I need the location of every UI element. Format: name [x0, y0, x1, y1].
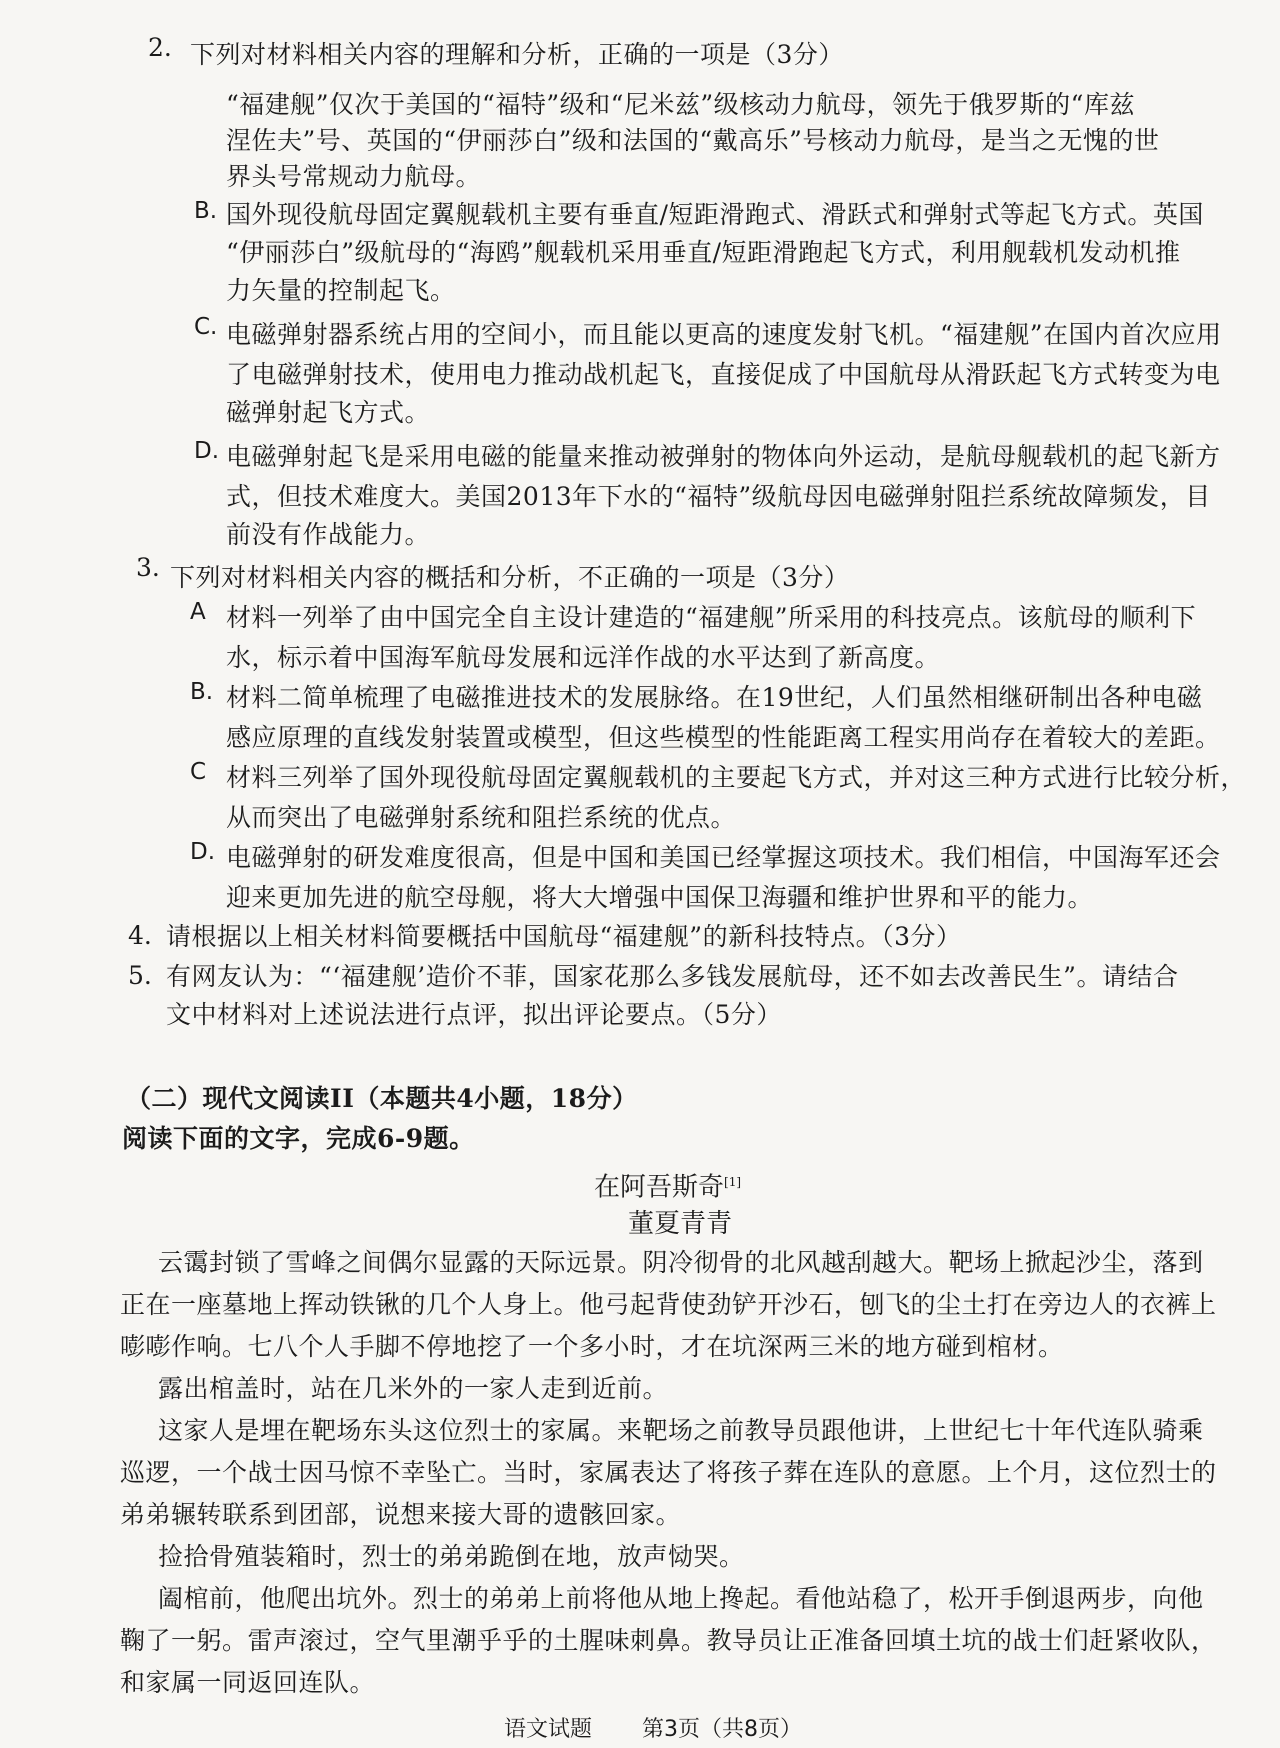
q3-option-d-line-1: 电磁弹射的研发难度很高，但是中国和美国已经掌握这项技术。我们相信，中国海军还会 [226, 843, 1221, 872]
article-title [594, 1166, 741, 1204]
q2-option-a-line-3: 界头号常规动力航母。 [226, 162, 482, 191]
q3-option-c-label: C [190, 759, 207, 785]
section-2-instruction: 阅读下面的文字，完成6-9题。 [122, 1124, 475, 1153]
footer-subject: 语文试题 [504, 1717, 593, 1742]
q3-option-c-line-1: 材料三列举了国外现役航母固定翼舰载机的主要起飞方式，并对这三种方式进行比较分析， [226, 763, 1247, 792]
question-4-number: 4. [128, 921, 152, 950]
article-p5-line-1: 阖棺前，他爬出坑外。烈士的弟弟上前将他从地上搀起。看他站稳了，松开手倒退两步，向他 [158, 1584, 1204, 1613]
q2-option-a-line-1: “福建舰”仅次于美国的“福特”级和“尼米兹”级核动力航母，领先于俄罗斯的“库兹 [226, 90, 1135, 119]
article-title-footnote: [1] [724, 1175, 742, 1189]
article-p5-line-3: 和家属一同返回连队。 [120, 1668, 376, 1697]
article-p2: 露出棺盖时，站在几米外的一家人走到近前。 [158, 1374, 669, 1403]
article-p1-line-1: 云霭封锁了雪峰之间偶尔显露的天际远景。阴冷彻骨的北风越刮越大。靶场上掀起沙尘，落到 [158, 1248, 1204, 1277]
q2-option-b-label: B. [194, 198, 218, 224]
section-2-heading: （二）现代文阅读II（本题共4小题，18分） [126, 1084, 638, 1113]
q3-option-a-label: A [190, 599, 206, 625]
article-title-text: 在阿吾斯奇 [594, 1172, 725, 1203]
footer-page-number: 第3页（共8页） [642, 1717, 803, 1742]
question-5-number: 5. [128, 961, 152, 990]
q2-option-b-line-1: 国外现役航母固定翼舰载机主要有垂直/短距滑跑式、滑跃式和弹射式等起飞方式。英国 [226, 200, 1204, 229]
q2-option-b-line-2: “伊丽莎白”级航母的“海鸥”舰载机采用垂直/短距滑跑起飞方式，利用舰载机发动机推 [226, 238, 1181, 267]
q2-option-d-line-1: 电磁弹射起飞是采用电磁的能量来推动被弹射的物体向外运动，是航母舰载机的起飞新方 [226, 442, 1221, 471]
q2-option-d-line-3: 前没有作战能力。 [226, 520, 431, 549]
article-p5-line-2: 鞠了一躬。雷声滚过，空气里潮乎乎的土腥味刺鼻。教导员让正准备回填土坑的战士们赶紧收队， [120, 1626, 1217, 1655]
question-5-line-2: 文中材料对上述说法进行点评，拟出评论要点。（5分） [166, 1000, 782, 1029]
article-p4: 捡拾骨殖装箱时，烈士的弟弟跪倒在地，放声恸哭。 [158, 1542, 745, 1571]
q2-option-b-line-3: 力矢量的控制起飞。 [226, 276, 456, 305]
q2-option-a-line-2: 涅佐夫”号、英国的“伊丽莎白”级和法国的“戴高乐”号核动力航母，是当之无愧的世 [226, 126, 1160, 155]
q2-option-c-line-3: 磁弹射起飞方式。 [226, 398, 431, 427]
q2-option-d-line-2: 式，但技术难度大。美国2013年下水的“福特”级航母因电磁弹射阻拦系统故障频发，目 [226, 482, 1211, 511]
q2-option-c-line-1: 电磁弹射器系统占用的空间小，而且能以更高的速度发射飞机。“福建舰”在国内首次应用 [226, 320, 1222, 349]
q3-option-b-line-1: 材料二简单梳理了电磁推进技术的发展脉络。在19世纪，人们虽然相继研制出各种电磁 [226, 683, 1203, 712]
article-p3-line-2: 巡逻，一个战士因马惊不幸坠亡。当时，家属表达了将孩子葬在连队的意愿。上个月，这位烈士的 [120, 1458, 1217, 1487]
question-3-stem: 下列对材料相关内容的概括和分析，不正确的一项是（3分） [170, 563, 850, 592]
q2-option-d-label: D. [194, 438, 220, 464]
question-2-number: 2. [148, 33, 172, 62]
question-2-stem: 下列对材料相关内容的理解和分析，正确的一项是（3分） [190, 40, 844, 69]
q3-option-a-line-2: 水，标示着中国海军航母发展和远洋作战的水平达到了新高度。 [226, 643, 941, 672]
q3-option-b-line-2: 感应原理的直线发射装置或模型，但这些模型的性能距离工程实用尚存在着较大的差距。 [226, 723, 1221, 752]
article-p3-line-3: 弟弟辗转联系到团部，说想来接大哥的遗骸回家。 [120, 1500, 682, 1529]
q2-option-c-label: C. [194, 314, 218, 340]
article-p1-line-2: 正在一座墓地上挥动铁锹的几个人身上。他弓起背使劲铲开沙石，刨飞的尘土打在旁边人的衣裤上 [120, 1290, 1217, 1319]
q3-option-b-label: B. [190, 679, 214, 705]
question-4-text: 请根据以上相关材料简要概括中国航母“福建舰”的新科技特点。（3分） [166, 922, 962, 951]
q3-option-d-line-2: 迎来更加先进的航空母舰，将大大增强中国保卫海疆和维护世界和平的能力。 [226, 883, 1094, 912]
q3-option-d-label: D. [190, 839, 216, 865]
footer [504, 1716, 802, 1744]
q3-option-a-line-1: 材料一列举了由中国完全自主设计建造的“福建舰”所采用的科技亮点。该航母的顺利下 [226, 603, 1197, 632]
article-p1-line-3: 嘭嘭作响。七八个人手脚不停地挖了一个多小时，才在坑深两三米的地方碰到棺材。 [120, 1332, 1064, 1361]
q3-option-c-line-2: 从而突出了电磁弹射系统和阻拦系统的优点。 [226, 803, 737, 832]
article-author: 董夏青青 [628, 1209, 733, 1239]
question-5-line-1: 有网友认为：“‘福建舰’造价不菲，国家花那么多钱发展航母，还不如去改善民生”。请结合 [166, 962, 1179, 991]
question-3-number: 3. [136, 553, 160, 582]
article-p3-line-1: 这家人是埋在靶场东头这位烈士的家属。来靶场之前教导员跟他讲，上世纪七十年代连队骑乘 [158, 1416, 1204, 1445]
q2-option-c-line-2: 了电磁弹射技术，使用电力推动战机起飞，直接促成了中国航母从滑跃起飞方式转变为电 [226, 360, 1221, 389]
